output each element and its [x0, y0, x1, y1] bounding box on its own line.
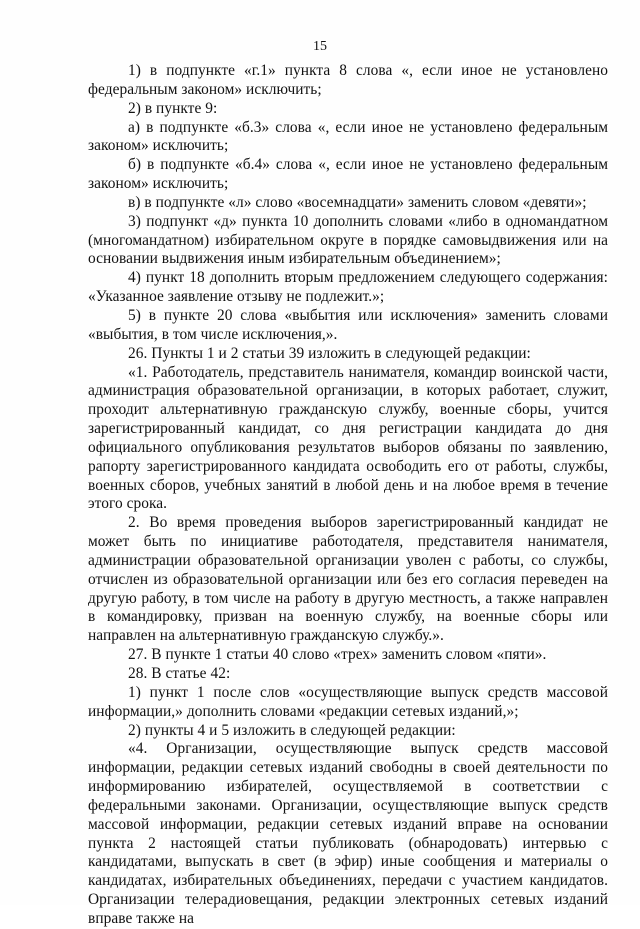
document-body: [88, 62, 608, 929]
paragraph: 1) в подпункте «г.1» пункта 8 слова «, если иное не установлено федеральным законом» исключить;: [88, 62, 608, 98]
paragraph: 27. В пункте 1 статьи 40 слово «трех» заменить словом «пяти».: [128, 646, 547, 664]
paragraph: 28. В статье 42:: [128, 665, 231, 682]
paragraph: «1. Работодатель, представитель нанимателя, командир воинской части, администрация образовательной организации, в которых работает, служит, проходит альтернативную гражданскую службу, военные сборы, учится зарегистрированный кандидат, со дня регистрации кандидата до дня официального опубликования результатов выборов обязаны по заявлению, рапорту зарегистрированного кандидата освободить его от работы, службы, военных сборов, учебных занятий в любой день и на любое время в течение этого срока.: [88, 363, 608, 513]
paragraph: 2. Во время проведения выборов зарегистрированный кандидат не может быть по инициативе работодателя, представителя нанимателя, администрации образовательной организации уволен с работы, со службы, отчислен из образовательной организации или без его согласия переведен на другую работу, в том числе на работу в другую местность, а также направлен в командировку, призван на военную службу, на военные сборы или направлен на альтернативную гражданскую службу.».: [88, 514, 608, 645]
paragraph: 3) подпункт «д» пункта 10 дополнить словами «либо в одномандатном (многомандатном) избирательном округе в порядке самовыдвижения или на основании выдвижения иным избирательным объединением»;: [88, 212, 608, 268]
paragraph: 5) в пункте 20 слова «выбытия или исключения» заменить словами «выбытия, в том числе исключения,».: [88, 306, 608, 343]
paragraph: 2) в пункте 9:: [128, 99, 218, 117]
paragraph: 4) пункт 18 дополнить вторым предложением следующего содержания: «Указанное заявление отзыву не подлежит.»;: [88, 269, 608, 306]
paragraph: а) в подпункте «б.3» слова «, если иное не установлено федеральным законом» исключить;: [88, 118, 608, 155]
paragraph: б) в подпункте «б.4» слова «, если иное не установлено федеральным законом» исключить;: [88, 156, 608, 193]
paragraph: 2) пункты 4 и 5 изложить в следующей редакции:: [128, 721, 456, 739]
paragraph: 26. Пункты 1 и 2 статьи 39 изложить в следующей редакции:: [128, 344, 531, 362]
paragraph: 1) пункт 1 после слов «осуществляющие выпуск средств массовой информации,» дополнить словами «редакции сетевых изданий,»;: [88, 683, 608, 720]
page-number: 15: [313, 39, 327, 54]
paragraph: в) в подпункте «л» слово «восемнадцати» заменить словом «девяти»;: [128, 193, 587, 211]
paragraph: «4. Организации, осуществляющие выпуск средств массовой информации, редакции сетевых изданий свободны в своей деятельности по информированию избирателей, осуществляемой в соответствии с федеральными законами. Организации, осуществляющие выпуск средств массовой информации, редакции сетевых изданий вправе на основании пункта 2 настоящей статьи публиковать (обнародовать) интервью с кандидатами, выпускать в свет (в эфир) иные сообщения и материалы о кандидатах, избирательных объединениях, передачи с участием кандидатов. Организации телерадиовещания, редакции электронных сетевых изданий вправе также на: [88, 740, 608, 927]
